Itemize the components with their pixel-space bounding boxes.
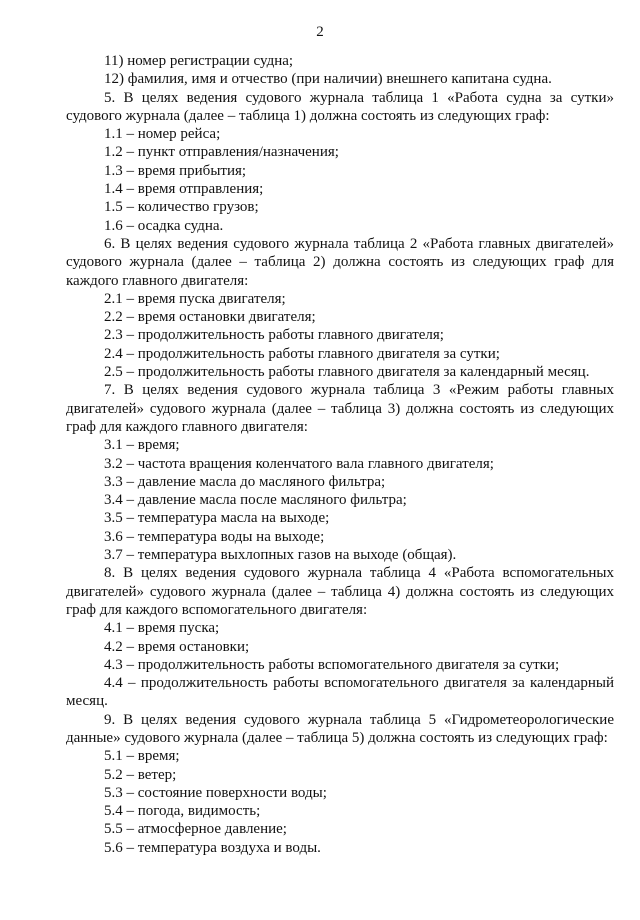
text-line: 2.5 – продолжительность работы главного двигателя за календарный месяц. bbox=[104, 364, 590, 381]
text-line: 2.1 – время пуска двигателя; bbox=[104, 290, 286, 307]
text-line: 8. В целях ведения судового журнала таблица 4 «Работа вспомогательных bbox=[104, 565, 614, 582]
text-line: 9. В целях ведения судового журнала таблица 5 «Гидрометеорологические bbox=[104, 711, 614, 728]
text-line: 1.5 – количество грузов; bbox=[104, 199, 259, 216]
text-line: 2.2 – время остановки двигателя; bbox=[104, 309, 316, 326]
text-line: 4.1 – время пуска; bbox=[104, 620, 220, 637]
text-line: 3.6 – температура воды на выходе; bbox=[104, 528, 325, 545]
text-line: 3.7 – температура выхлопных газов на выходе (общая). bbox=[104, 547, 457, 564]
text-line: данные» судового журнала (далее – таблица 5) должна состоять из следующих граф: bbox=[66, 729, 608, 746]
text-line: 4.4 – продолжительность работы вспомогательного двигателя за календарный bbox=[104, 675, 614, 692]
text-line: 5.6 – температура воздуха и воды. bbox=[104, 839, 321, 856]
text-line: 1.4 – время отправления; bbox=[104, 181, 264, 198]
text-line: 2.3 – продолжительность работы главного двигателя; bbox=[104, 327, 444, 344]
text-line: 1.1 – номер рейса; bbox=[104, 126, 221, 143]
text-line: 1.6 – осадка судна. bbox=[104, 217, 224, 234]
text-line: 5.3 – состояние поверхности воды; bbox=[104, 784, 327, 801]
text-line: 5.1 – время; bbox=[104, 748, 180, 765]
page-number: 2 bbox=[316, 24, 324, 40]
text-line: 4.2 – время остановки; bbox=[104, 638, 250, 655]
text-line: месяц. bbox=[66, 693, 108, 710]
text-line: 1.3 – время прибытия; bbox=[104, 162, 247, 179]
text-line: 3.2 – частота вращения коленчатого вала главного двигателя; bbox=[104, 455, 494, 472]
text-line: 5. В целях ведения судового журнала таблица 1 «Работа судна за сутки» bbox=[104, 89, 614, 106]
text-line: 3.1 – время; bbox=[104, 437, 180, 454]
text-line: 2.4 – продолжительность работы главного двигателя за сутки; bbox=[104, 345, 500, 362]
text-line: граф для каждого главного двигателя: bbox=[66, 418, 308, 435]
text-line: 1.2 – пункт отправления/назначения; bbox=[104, 144, 339, 161]
text-line: граф для каждого вспомогательного двигателя: bbox=[66, 601, 368, 618]
text-line: 3.3 – давление масла до масляного фильтра; bbox=[104, 473, 386, 490]
text-line: двигателей» судового журнала (далее – таблица 4) должна состоять из следующих bbox=[66, 583, 614, 600]
text-line: 7. В целях ведения судового журнала таблица 3 «Режим работы главных bbox=[104, 382, 614, 399]
text-line: 4.3 – продолжительность работы вспомогательного двигателя за сутки; bbox=[104, 656, 560, 673]
text-line: 12) фамилия, имя и отчество (при наличии) внешнего капитана судна. bbox=[104, 71, 552, 88]
text-line: каждого главного двигателя: bbox=[66, 272, 249, 289]
text-line: двигателей» судового журнала (далее – таблица 3) должна состоять из следующих bbox=[66, 400, 614, 417]
text-line: судового журнала (далее – таблица 1) должна состоять из следующих граф: bbox=[66, 107, 550, 124]
text-line: 5.4 – погода, видимость; bbox=[104, 803, 261, 820]
text-line: 6. В целях ведения судового журнала таблица 2 «Работа главных двигателей» bbox=[104, 235, 614, 252]
text-line: 3.5 – температура масла на выходе; bbox=[104, 510, 330, 527]
text-line: 5.2 – ветер; bbox=[104, 766, 177, 783]
text-line: 3.4 – давление масла после масляного фильтра; bbox=[104, 492, 407, 509]
text-line: 5.5 – атмосферное давление; bbox=[104, 821, 287, 838]
document-body bbox=[66, 52, 614, 857]
text-line: 11) номер регистрации судна; bbox=[104, 53, 294, 69]
text-line: судового журнала (далее – таблица 2) должна состоять из следующих граф для bbox=[66, 254, 614, 271]
